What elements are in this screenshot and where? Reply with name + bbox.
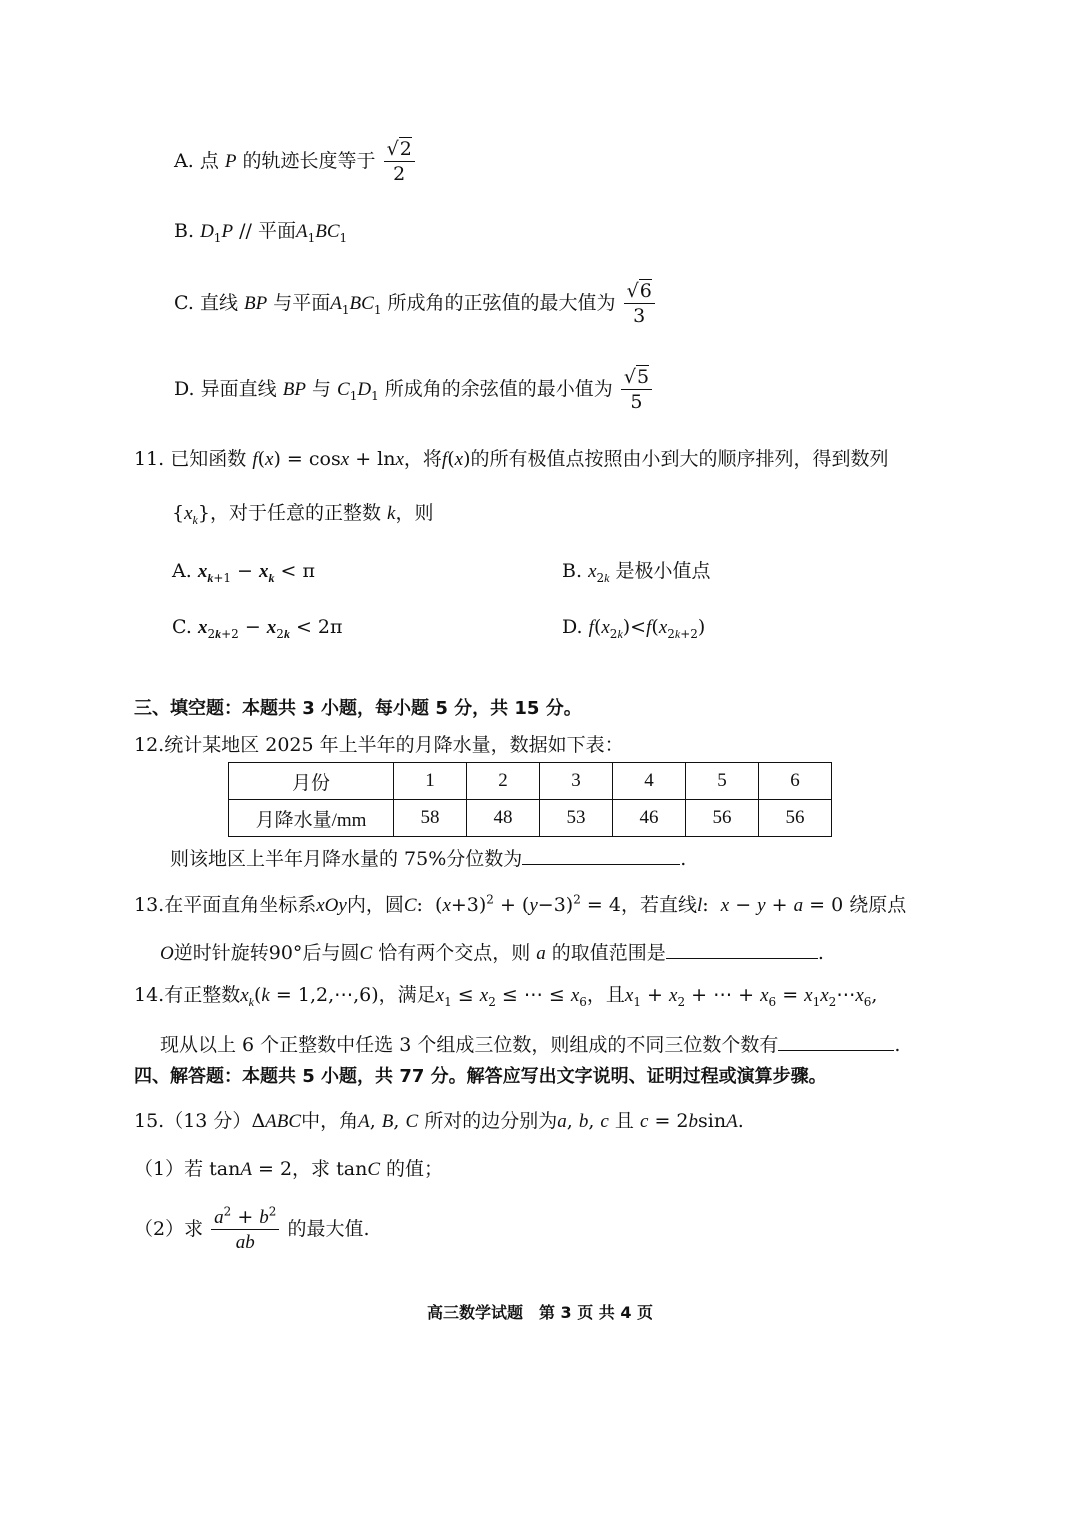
table-cell: 46: [613, 800, 686, 837]
q12-tail: 则该地区上半年月降水量的 75%分位数为 .: [170, 848, 687, 870]
table-cell: 5: [686, 763, 759, 800]
fraction-sqrt6-over-3: $\frac{√6}{3}$: [624, 282, 655, 326]
q15-part2: （2）求 $\frac{a^2 + b^2}{ab}$ 的最大值.: [134, 1204, 370, 1253]
table-cell: 48: [467, 800, 540, 837]
answer-blank: [666, 942, 818, 959]
answer-blank: [522, 848, 680, 865]
q11-option-b: B. $x_{2k}$ 是极小值点: [562, 560, 711, 585]
q12-stem: 12.统计某地区 2025 年上半年的月降水量，数据如下表：: [134, 734, 624, 756]
table-row: [229, 763, 832, 800]
q13-stem-line2: O逆时针旋转90°后与圆C 恰有两个交点，则 a 的取值范围是 .: [160, 942, 824, 964]
table-cell: 58: [394, 800, 467, 837]
q14-stem-line2: 现从以上 6 个正整数中任选 3 个组成三位数，则组成的不同三位数个数有 .: [160, 1034, 901, 1056]
q10-option-b: B. $D_1P$ // 平面$A_1BC_1$: [174, 220, 348, 245]
q10-option-d: D. 异面直线 BP 与 $C_1D_1$ 所成角的余弦值的最小值为 $\frac{√5}{5}$: [174, 368, 654, 412]
fraction-sqrt2-over-2: $\frac{√2}{2}$: [384, 140, 415, 184]
page-footer: 高三数学试题 第 3 页 共 4 页: [426, 1303, 654, 1322]
table-cell: 56: [759, 800, 832, 837]
rainfall-table: [228, 762, 832, 837]
table-header-month: 月份: [229, 763, 394, 800]
q11-option-d: D. $f(x_{2k})<f(x_{2k+2})$: [562, 616, 706, 641]
table-row: [229, 800, 832, 837]
table-cell: 6: [759, 763, 832, 800]
section-answer-heading: 四、解答题：本题共 5 小题，共 77 分。解答应写出文字说明、证明过程或演算步骤。: [134, 1066, 827, 1087]
table-cell: 4: [613, 763, 686, 800]
q14-stem-line1: 14.有正整数$x_k(k$ = 1,2,⋯,6)，满足$x_1 \le x_2$ ≤ ⋯ ≤ $x_6$，且$x_1 + x_2$ + ⋯ + $x_6$ = $x_1x_2\cdots x_6$,: [134, 984, 878, 1009]
table-cell: 2: [467, 763, 540, 800]
fraction-a2b2-over-ab: $\frac{a^2 + b^2}{ab}$: [211, 1208, 279, 1252]
q10-option-c: C. 直线 BP 与平面$A_1BC_1$ 所成角的正弦值的最大值为 $\frac{√6}{3}$: [174, 282, 657, 326]
table-cell: 3: [540, 763, 613, 800]
table-header-rainfall: 月降水量/mm: [229, 800, 394, 837]
q15-part1: （1）若 tanA = 2，求 tanC 的值；: [134, 1158, 444, 1180]
q11-option-a: A. $x_{k+1} - x_k < \pi$: [172, 560, 316, 585]
q15-stem: 15.（13 分）ΔABC中，角A, B, C 所对的边分别为a, b, c 且 c = 2bsinA.: [134, 1110, 744, 1132]
table-cell: 1: [394, 763, 467, 800]
q11-option-c: C. $x_{2k+2} - x_{2k} < 2\pi$: [172, 616, 343, 641]
q13-stem-line1: 13.在平面直角坐标系xOy内，圆C: $(x+3)^2 + (y-3)^2 = 4$，若直线l: x − y + a = 0 绕原点: [134, 892, 907, 916]
q10-option-a: A. 点 P 的轨迹长度等于 $\frac{√2}{2}$: [174, 140, 417, 184]
section-fill-in-heading: 三、填空题：本题共 3 小题，每小题 5 分，共 15 分。: [134, 698, 582, 719]
answer-blank: [778, 1034, 894, 1051]
fraction-sqrt5-over-5: $\frac{√5}{5}$: [621, 368, 652, 412]
table-cell: 53: [540, 800, 613, 837]
q11-stem-line2: $\{x_k\}$，对于任意的正整数 k，则: [172, 502, 434, 527]
table-cell: 56: [686, 800, 759, 837]
q11-stem-line1: 11. 已知函数 f(x) = cosx + lnx，将f(x)的所有极值点按照由小到大的顺序排列，得到数列: [134, 448, 889, 470]
